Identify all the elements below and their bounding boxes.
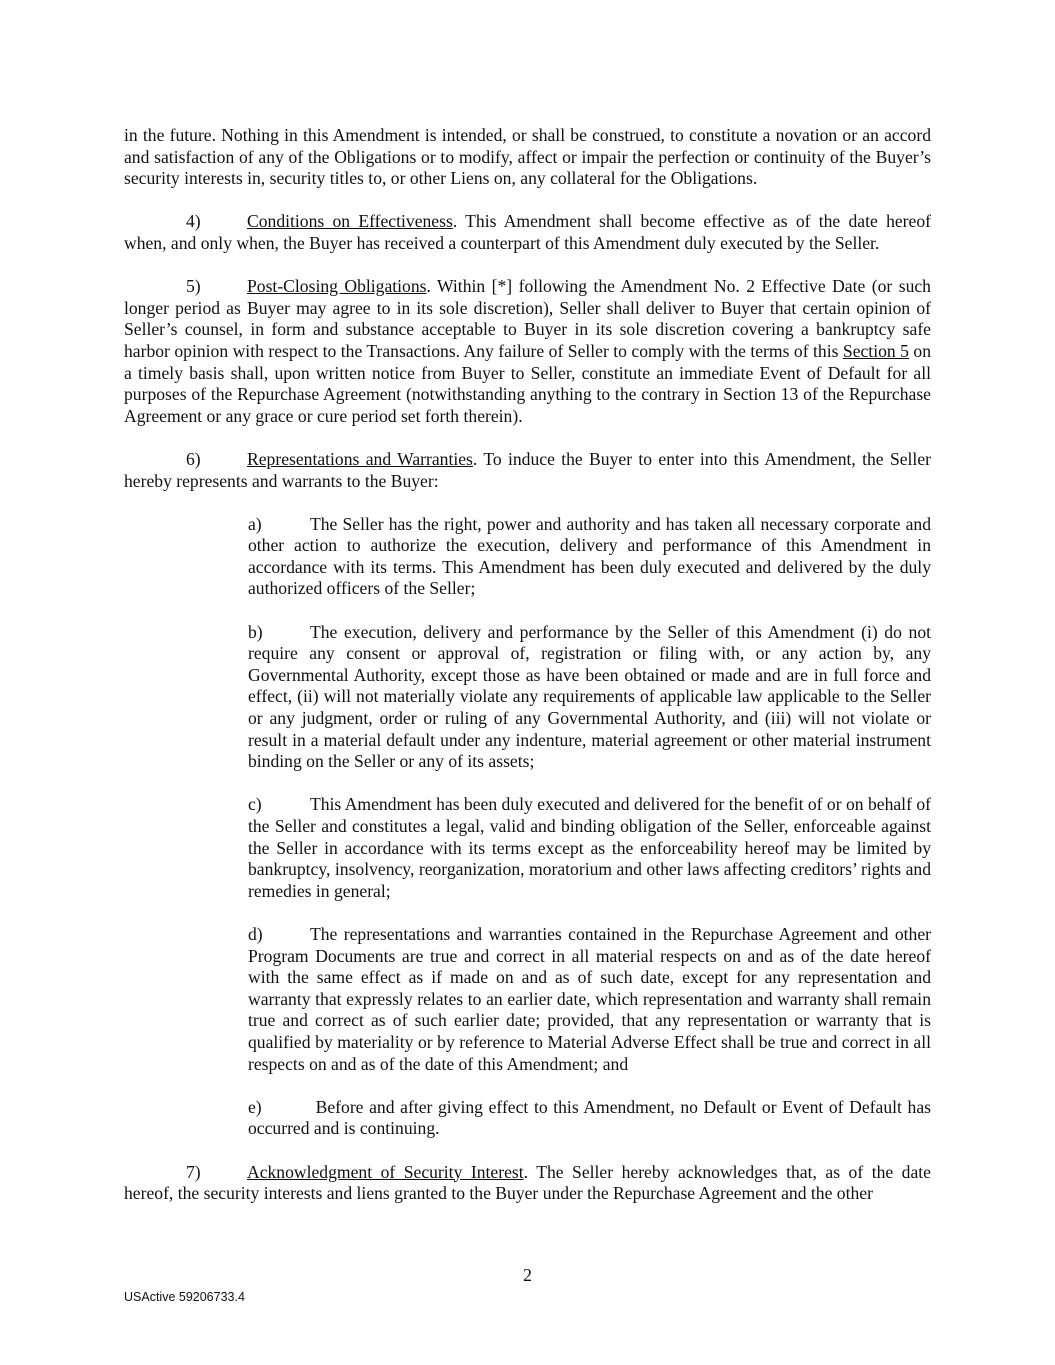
document-body: [124, 125, 931, 1205]
subsection-a: [248, 514, 931, 600]
subsection-e: [248, 1097, 931, 1140]
section-5-post-closing-obligations: [124, 276, 931, 427]
section-text: . Within [*] following the Amendment No. 2 Effective Date (or such longer period as Buyer may agree to in its sole discretion), Seller shall deliver to Buyer that certain opinion of Seller’s counsel, in form and substance acceptable to Buyer in its sole discretion covering a bankruptcy safe harbor opinion with respect to the Transactions. Any failure of Seller to comply with the terms of this: [124, 276, 931, 361]
section-7-acknowledgment-of-security-interest: [124, 1162, 931, 1205]
continuation-paragraph: in the future. Nothing in this Amendment is intended, or shall be construed, to constitute a novation or an accord and satisfaction of any of the Obligations or to modify, affect or impair the perfection or continuity of the Buyer’s security interests in, security titles to, or other Liens on, any collateral for the Obligations.: [124, 125, 931, 189]
section-heading: Acknowledgment of Security Interest: [247, 1161, 524, 1182]
section-number: 4): [186, 211, 201, 232]
section-number: 7): [186, 1161, 201, 1182]
subsection-label: c): [248, 794, 262, 815]
section-text: . This Amendment shall become effective as of the date hereof when, and only when, the Buyer has received a counterpart of this Amendment duly executed by the Seller.: [124, 211, 931, 253]
subsection-text: The Seller has the right, power and authority and has taken all necessary corporate and other action to authorize the execution, delivery and performance of this Amendment in accordance with its terms. This Amendment has been duly executed and delivered by the duly authorized officers of the Seller;: [248, 513, 931, 599]
section-heading: Conditions on Effectiveness: [247, 211, 453, 232]
subsection-label: a): [248, 513, 262, 534]
subsection-text: This Amendment has been duly executed and delivered for the benefit of or on behalf of the Seller and constitutes a legal, valid and binding obligation of the Seller, enforceable against the Seller in accordance with its terms except as the enforceability hereof may be limited by bankruptcy, insolvency, reorganization, moratorium and other laws affecting creditors’ rights and remedies in general;: [248, 794, 931, 901]
section-heading: Post-Closing Obligations: [247, 276, 427, 297]
document-id: USActive 59206733.4: [124, 1290, 245, 1304]
section-4-conditions-on-effectiveness: [124, 211, 931, 254]
section-text: . To induce the Buyer to enter into this Amendment, the Seller hereby represents and warrants to the Buyer:: [124, 448, 931, 491]
subsection-label: d): [248, 923, 263, 944]
subsection-b: [248, 622, 931, 773]
section-text-continued: on a timely basis shall, upon written notice from Buyer to Seller, constitute an immediate Event of Default for all purposes of the Repurchase Agreement (notwithstanding anything to the contrary in Section 13 of the Repurchase Agreement or any grace or cure period set forth therein).: [124, 340, 931, 426]
page-number: 2: [523, 1265, 532, 1285]
subsection-d: [248, 924, 931, 1075]
subsection-label: e): [248, 1096, 262, 1117]
subsection-text: The representations and warranties contained in the Repurchase Agreement and other Program Documents are true and correct in all material respects on and as of the date hereof with the same effect as if made on and as of such date, except for any representation and warranty that expressly relates to an earlier date, which representation and warranty shall remain true and correct as of such earlier date; provided, that any representation or warranty that is qualified by materiality or by reference to Material Adverse Effect shall be true and correct in all respects on and as of the date of this Amendment; and: [248, 923, 931, 1074]
section-number: 6): [186, 448, 201, 469]
subsection-c: [248, 794, 931, 902]
section-heading: Representations and Warranties: [247, 448, 473, 469]
subsection-text: The execution, delivery and performance by the Seller of this Amendment (i) do not require any consent or approval of, registration or filing with, or any action by, any Governmental Authority, except those as have been obtained or made and are in full force and effect, (ii) will not materially violate any requirements of applicable law applicable to the Seller or any judgment, order or ruling of any Governmental Authority, and (iii) will not violate or result in a material default under any indenture, material agreement or other material instrument binding on the Seller or any of its assets;: [248, 621, 931, 772]
subsection-text: Before and after giving effect to this Amendment, no Default or Event of Default has occurred and is continuing.: [248, 1096, 931, 1139]
section-cross-reference: Section 5: [842, 340, 909, 361]
section-text: . The Seller hereby acknowledges that, as of the date hereof, the security interests and liens granted to the Buyer under the Repurchase Agreement and the other: [124, 1161, 931, 1204]
section-6-representations-and-warranties: [124, 449, 931, 492]
section-number: 5): [186, 276, 201, 297]
subsection-label: b): [248, 621, 263, 642]
